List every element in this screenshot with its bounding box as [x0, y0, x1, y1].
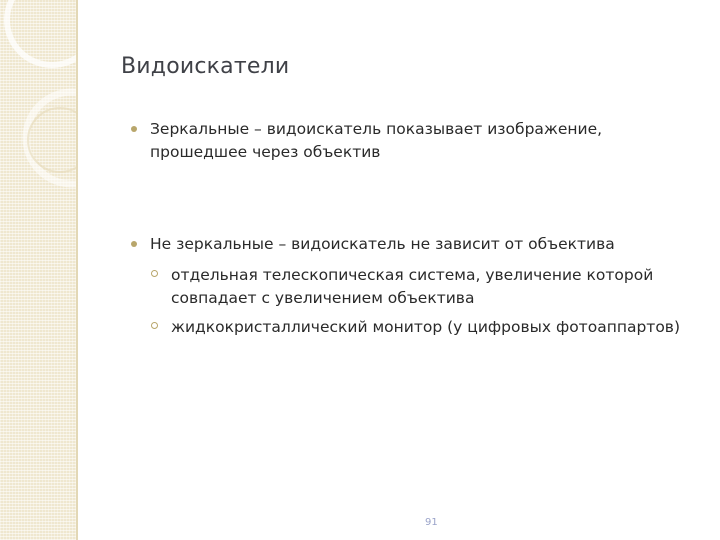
- side-panel-edge: [76, 0, 78, 540]
- sub-bullet-text: отдельная телескопическая система, увеличение которой совпадает с увеличением объектива: [171, 266, 654, 307]
- bullet-item: [131, 118, 691, 164]
- slide-title: Видоискатели: [121, 54, 290, 79]
- decorative-side-panel: [0, 0, 78, 540]
- bullet-item: [131, 233, 691, 256]
- page-number: 91: [425, 517, 438, 528]
- sub-bullet-ring-icon: [151, 270, 158, 277]
- bullet-text: Не зеркальные – видоискатель не зависит от объектива: [150, 235, 615, 253]
- bullet-text: Зеркальные – видоискатель показывает изображение, прошедшее через объектив: [150, 120, 603, 161]
- sub-bullet-item: [151, 316, 696, 339]
- sub-bullet-ring-icon: [151, 322, 158, 329]
- decorative-circles: [0, 0, 78, 540]
- bullet-dot-icon: [131, 241, 137, 247]
- bullet-dot-icon: [131, 126, 137, 132]
- sub-bullet-item: [151, 264, 696, 310]
- sub-bullet-text: жидкокристаллический монитор (у цифровых фотоаппартов): [171, 318, 680, 336]
